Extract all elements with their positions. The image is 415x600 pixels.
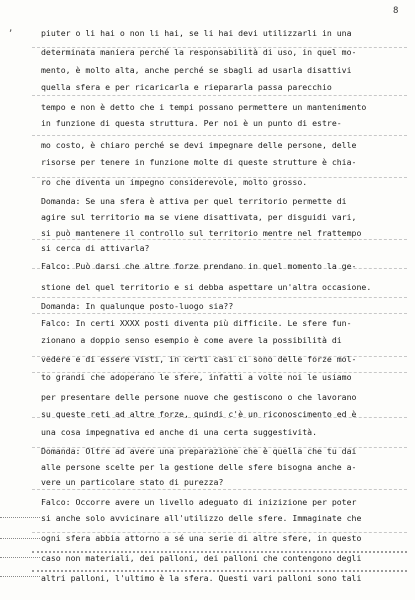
scan-artifact <box>0 576 40 577</box>
text-line: mento, è molto alta, anche perché se sbagli ad usarla disattivi <box>41 65 352 75</box>
text-line: agire sul territorio ma se viene disattivata, per disguidi vari, <box>41 212 357 222</box>
text-line: per presentare delle persone nuove che gestiscono o che lavorano <box>41 392 357 402</box>
text-line: Domanda: In qualunque posto-luogo sia?? <box>41 301 234 311</box>
text-line: Domanda: Se una sfera è attiva per quel territorio permette di <box>41 196 347 206</box>
ruled-line <box>32 95 407 96</box>
text-line: in funzione di questa struttura. Per noi è un punto di estre- <box>41 118 342 128</box>
text-line: to grandi che adoperano le sfere, infatti a volte noi le usiamo <box>41 372 352 382</box>
text-line: Falco: In certi XXXX posti diventa più difficile. Le sfere fun- <box>41 318 352 328</box>
text-line: Falco: Può darsi che altre forze prendano in quel momento la ge- <box>41 261 357 271</box>
text-line: si può mantenere il controllo sul territorio mentre nel frattempo <box>41 228 362 238</box>
ruled-line <box>32 135 407 136</box>
text-line: una cosa impegnativa ed anche di una certa suggestività. <box>41 427 318 437</box>
ruled-line <box>32 489 407 490</box>
text-line: vedere e di essere visti, in certi casi ci sono delle forze mol- <box>41 354 357 364</box>
text-line: su queste reti ad altre forze, quindi c'è un riconoscimento ed è <box>41 409 357 419</box>
margin-mark: , <box>8 24 14 34</box>
ruled-line <box>32 239 407 240</box>
text-line: tempo e non è detto che i tempi possano permettere un mantenimento <box>41 102 367 112</box>
text-line: alle persone scelte per la gestione delle sfere bisogna anche a- <box>41 462 357 472</box>
text-line: Domanda: Oltre ad avere una preparazione che è quella che tu dai <box>41 446 357 456</box>
text-line: ogni sfera abbia attorno a sé una serie di altre sfere, in questo <box>41 533 362 543</box>
ruled-line <box>32 313 407 314</box>
page-number: 8 <box>393 6 399 16</box>
text-line: si anche solo avvicinare all'utilizzo delle sfere. Immaginate che <box>41 513 362 523</box>
text-line: caso non materiali, dei palloni, dei palloni che contengono degli <box>41 553 362 563</box>
ruled-line <box>32 570 407 572</box>
text-line: altri palloni, l'ultimo è la sfera. Questi vari palloni sono tali <box>41 573 362 583</box>
ruled-line <box>32 297 407 298</box>
text-line: stione del quel territorio e si debba aspettare un'altra occasione. <box>41 282 372 292</box>
scan-artifact <box>0 557 40 558</box>
text-line: mo costo, è chiaro perché se devi impegnare delle persone, delle <box>41 140 357 150</box>
scan-artifact <box>0 517 40 518</box>
text-line: ro che diventa un impegno considerevole, molto grosso. <box>41 177 308 187</box>
text-line: zionano a doppio senso esempio è come avere la possibilità di <box>41 335 342 345</box>
text-line: risorse per tenere in funzione molte di queste strutture è chia- <box>41 157 357 167</box>
text-line: piuter o li hai o non li hai, se li hai devi utilizzarli in una <box>41 28 352 38</box>
text-line: si cerca di attivarla? <box>41 243 150 253</box>
text-line: Falco: Occorre avere un livello adeguato di inizizione per poter <box>41 497 357 507</box>
text-line: quella sfera e per ricaricarla e riepararla passa parecchio <box>41 82 332 92</box>
scan-artifact <box>0 538 40 539</box>
text-line: vere un particolare stato di purezza? <box>41 477 224 487</box>
text-line: determinata maniera perché la responsabilità di uso, in quel mo- <box>41 47 357 57</box>
